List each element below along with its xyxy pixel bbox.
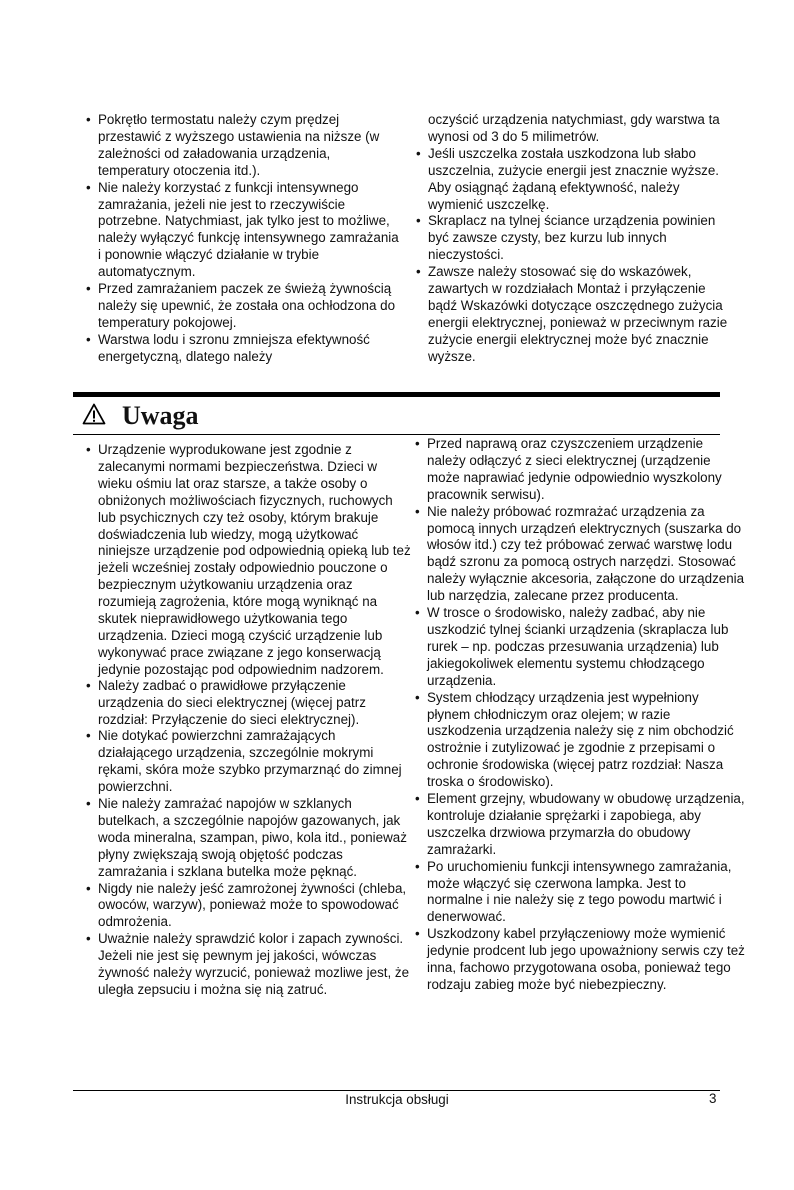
list-item: • Należy zadbać o prawidłowe przyłączenie urządzenia do sieci elektrycznej (więcej patrz rozdział: Przyłączenie do sieci elektrycznej). (86, 678, 412, 729)
list-item: • Nie dotykać powierzchni zamrażających działającego urządzenia, szczególnie mokrymi rękami, skóra może szybko przymarznąć do zimnej powierzchni. (86, 728, 412, 796)
warning-title: Uwaga (122, 401, 199, 430)
list-item: • Pokrętło termostatu należy czym prędzej przestawić z wyższego ustawienia na niższe (w zależności od załadowania urządzenia, temperatury otoczenia itd.). (86, 112, 404, 180)
list-item: • Nie należy próbować rozmrażać urządzenia za pomocą innych urządzeń elektrycznych (suszarka do włosów itd.) czy też próbować zerwać warstwę lodu bądź szronu za pomocą ostrych narzędzi. Stosować należy wyłącznie akcesoria, załączone do urządzenia lub narzędzia, zalecane przez producenta. (415, 504, 745, 605)
list-item: • Nie należy korzystać z funkcji intensywnego zamrażania, jeżeli nie jest to rzeczywiście potrzebne. Natychmiast, jak tylko jest to możliwe, należy wyłączyć funkcję intensywnego zamrażania i ponownie włączyć działanie w trybie automatycznym. (86, 180, 404, 281)
list-item: • Nigdy nie należy jeść zamrożonej żywności (chleba, owoców, warzyw), ponieważ może to spowodować odmrożenia. (86, 881, 412, 932)
list-item: • Warstwa lodu i szronu zmniejsza efektywność energetyczną, dlatego należy (86, 332, 404, 366)
list-item-continuation: oczyścić urządzenia natychmiast, gdy warstwa ta wynosi od 3 do 5 milimetrów. (428, 112, 720, 144)
section-divider (73, 392, 720, 397)
list-item: • Przed zamrażaniem paczek ze świeżą żywnością należy się upewnić, że została ona ochłodzona do temperatury pokojowej. (86, 281, 404, 332)
top-right-column (416, 112, 731, 366)
list-item: • Nie należy zamrażać napojów w szklanych butelkach, a szczególnie napojów gazowanych, jak woda mineralna, szampan, piwo, kola itd., ponieważ płyny zwiększają swoją objętość podczas zamrażania i szklana butelka może pęknąć. (86, 796, 412, 881)
list-item: • Urządzenie wyprodukowane jest zgodnie z zalecanymi normami bezpieczeństwa. Dzieci w wieku ośmiu lat oraz starsze, a także osoby o obniżonych możliwościach fizycznych, ruchowych lub psychicznych czy też osoby, którym brakuje doświadczenia lub wiedzy, mogą użytkować niniejsze urządzenie pod odpowiednią opieką lub też jeżeli wcześniej zostały odpowiednio pouczone o bezpiecznym użytkowaniu urządzenia oraz rozumieją zagrożenia, które mogą wyniknąć na skutek nieprawidłowego użytkowania tego urządzenia. Dzieci mogą czyścić urządzenie lub wykonywać prace związane z jego konserwacją jedynie pozostając pod odpowiednim nadzorem. (86, 442, 412, 679)
list-item: • Jeśli uszczelka została uszkodzona lub słabo uszczelnia, zużycie energii jest znacznie wyższe. Aby osiągnąć żądaną efektywność, należy wymienić uszczelkę. (416, 146, 731, 214)
warning-header (82, 400, 199, 432)
list-item: • Po uruchomieniu funkcji intensywnego zamrażania, może włączyć się czerwona lampka. Jest to normalne i nie należy się z tego powodu martwić i denerwować. (415, 859, 745, 927)
warning-right-column (415, 436, 745, 994)
list-item: • Element grzejny, wbudowany w obudowę urządzenia, kontroluje działanie sprężarki i zapobiega, aby uszczelka drzwiowa przymarzła do obudowy zamrażarki. (415, 791, 745, 859)
list-item: • Przed naprawą oraz czyszczeniem urządzenie należy odłączyć z sieci elektrycznej (urządzenie może naprawiać jedynie odpowiednio wyszkolony pracownik serwisu). (415, 436, 745, 504)
list-item: • Uważnie należy sprawdzić kolor i zapach zywności. Jeżeli nie jest się pewnym jej jakości, wówczas żywność należy wyrzucić, ponieważ mozliwe jest, że uległa zepsuciu i można się nią zatruć. (86, 931, 412, 999)
list-item: • Zawsze należy stosować się do wskazówek, zawartych w rozdziałach Montaż i przyłączenie bądź Wskazówki dotyczące oszczędnego zużycia energii elektrycznej, ponieważ w przeciwnym razie zużycie energii elektrycznej może być znacznie wyższe. (416, 264, 731, 365)
list-item: • W trosce o środowisko, należy zadbać, aby nie uszkodzić tylnej ścianki urządzenia (skraplacza lub rurek – np. podczas przesuwania urządzenia) lub jakiegokoliwek elementu systemu chłodzącego urządzenia. (415, 605, 745, 690)
warning-triangle-icon (82, 403, 106, 430)
top-left-column (86, 112, 404, 366)
warning-left-column (86, 442, 412, 999)
list-item: • Uszkodzony kabel przyłączeniowy może wymienić jedynie prodcent lub jego upoważniony serwis czy też inna, fachowo przygotowana osoba, ponieważ tego rodzaju zabieg może być niebezpieczny. (415, 926, 745, 994)
footer-divider (73, 1090, 720, 1091)
list-item: • System chłodzący urządzenia jest wypełniony płynem chłodniczym oraz olejem; w razie uszkodzenia urządzenia należy się z nim obchodzić ostrożnie i zutylizować je zgodnie z przepisami o ochronie środowiska (więcej patrz rozdział: Nasza troska o środowisko). (415, 690, 745, 791)
list-item: • Skraplacz na tylnej ściance urządzenia powinien być zawsze czysty, bez kurzu lub innych nieczystości. (416, 213, 731, 264)
page-number: 3 (709, 1091, 717, 1106)
footer-label: Instrukcja obsługi (345, 1092, 449, 1107)
header-underline (73, 434, 720, 435)
